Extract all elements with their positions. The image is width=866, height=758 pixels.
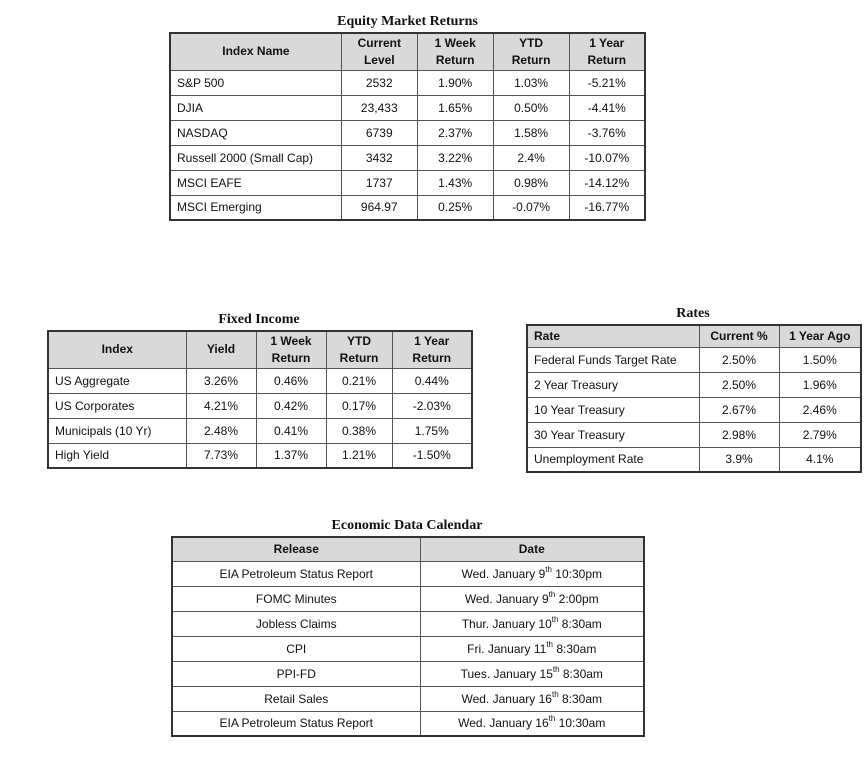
calendar-row — [172, 636, 644, 661]
calendar-table — [171, 536, 645, 737]
calendar-date-suffix: th — [551, 689, 559, 699]
equity-value-cell: 23,433 — [341, 95, 417, 120]
fixed-income-row — [48, 418, 472, 443]
fi-header-ytd: YTD Return — [326, 331, 392, 368]
rates-header-year-ago: 1 Year Ago — [779, 325, 861, 347]
rates-value-cell: 2.50% — [699, 372, 779, 397]
equity-name-cell: DJIA — [170, 95, 341, 120]
rates-name-cell: 2 Year Treasury — [527, 372, 699, 397]
calendar-date-suffix: th — [552, 664, 560, 674]
calendar-date-main: Wed. January 16 — [461, 691, 552, 706]
fixed-income-table — [47, 330, 473, 469]
rates-section — [526, 306, 860, 473]
equity-value-cell: -5.21% — [569, 70, 645, 95]
fixed-income-section — [47, 312, 471, 469]
rates-header-rate: Rate — [527, 325, 699, 347]
calendar-date-main: Wed. January 16 — [458, 716, 549, 731]
fixed-income-value-cell: 0.17% — [326, 393, 392, 418]
equity-value-cell: -10.07% — [569, 145, 645, 170]
fixed-income-value-cell: 1.37% — [256, 443, 326, 468]
calendar-release-cell: Retail Sales — [172, 686, 420, 711]
equity-value-cell: 2.4% — [493, 145, 569, 170]
equity-value-cell: 1.65% — [417, 95, 493, 120]
rates-value-cell: 2.46% — [779, 397, 861, 422]
rates-value-cell: 2.50% — [699, 347, 779, 372]
calendar-date-main: Wed. January 9 — [464, 591, 549, 606]
calendar-section — [171, 518, 643, 737]
calendar-header-row — [172, 537, 644, 561]
equity-value-cell: 1.90% — [417, 70, 493, 95]
calendar-date-cell — [420, 661, 644, 686]
equity-header-year: 1 Year Return — [569, 33, 645, 70]
calendar-date-cell — [420, 586, 644, 611]
fixed-income-name-cell: US Corporates — [48, 393, 186, 418]
equity-value-cell: 964.97 — [341, 195, 417, 220]
rates-name-cell: Federal Funds Target Rate — [527, 347, 699, 372]
fixed-income-row — [48, 443, 472, 468]
equity-name-cell: NASDAQ — [170, 120, 341, 145]
equity-header-ytd: YTD Return — [493, 33, 569, 70]
equity-value-cell: -14.12% — [569, 170, 645, 195]
rates-header-current: Current % — [699, 325, 779, 347]
calendar-date-suffix: th — [548, 714, 556, 724]
calendar-date-time: 2:00pm — [555, 591, 599, 606]
equity-name-cell: MSCI EAFE — [170, 170, 341, 195]
equity-value-cell: -3.76% — [569, 120, 645, 145]
fixed-income-value-cell: 4.21% — [186, 393, 256, 418]
calendar-release-cell: EIA Petroleum Status Report — [172, 711, 420, 736]
calendar-date-cell — [420, 636, 644, 661]
rates-row — [527, 372, 861, 397]
calendar-date-time: 8:30am — [558, 616, 602, 631]
equity-row — [170, 95, 645, 120]
fi-header-year: 1 Year Return — [392, 331, 472, 368]
fixed-income-name-cell: Municipals (10 Yr) — [48, 418, 186, 443]
calendar-release-cell: FOMC Minutes — [172, 586, 420, 611]
equity-value-cell: 1737 — [341, 170, 417, 195]
rates-row — [527, 447, 861, 472]
fixed-income-row — [48, 393, 472, 418]
calendar-date-cell — [420, 561, 644, 586]
equity-value-cell: 1.43% — [417, 170, 493, 195]
calendar-row — [172, 611, 644, 636]
calendar-date-suffix: th — [548, 589, 556, 599]
fixed-income-value-cell: 0.44% — [392, 368, 472, 393]
calendar-date-time: 8:30am — [552, 641, 597, 656]
equity-value-cell: 3432 — [341, 145, 417, 170]
calendar-release-cell: EIA Petroleum Status Report — [172, 561, 420, 586]
fixed-income-value-cell: -1.50% — [392, 443, 472, 468]
calendar-date-time: 10:30pm — [551, 566, 603, 581]
rates-row — [527, 422, 861, 447]
rates-value-cell: 2.67% — [699, 397, 779, 422]
rates-value-cell: 2.79% — [779, 422, 861, 447]
fi-header-yield: Yield — [186, 331, 256, 368]
equity-title: Equity Market Returns — [337, 14, 478, 29]
fixed-income-value-cell: 0.46% — [256, 368, 326, 393]
equity-row — [170, 145, 645, 170]
equity-value-cell: 0.50% — [493, 95, 569, 120]
equity-value-cell: -4.41% — [569, 95, 645, 120]
fixed-income-name-cell: High Yield — [48, 443, 186, 468]
rates-row — [527, 397, 861, 422]
rates-name-cell: 30 Year Treasury — [527, 422, 699, 447]
calendar-date-time: 8:30am — [559, 666, 603, 681]
calendar-date-cell — [420, 611, 644, 636]
calendar-release-cell: Jobless Claims — [172, 611, 420, 636]
rates-row — [527, 347, 861, 372]
equity-name-cell: MSCI Emerging — [170, 195, 341, 220]
calendar-date-cell — [420, 711, 644, 736]
calendar-date-time: 10:30am — [555, 716, 606, 731]
calendar-title: Economic Data Calendar — [331, 518, 483, 533]
equity-value-cell: 6739 — [341, 120, 417, 145]
fixed-income-value-cell: 2.48% — [186, 418, 256, 443]
equity-table — [169, 32, 646, 221]
equity-value-cell: 2.37% — [417, 120, 493, 145]
calendar-row — [172, 586, 644, 611]
fixed-income-value-cell: 0.42% — [256, 393, 326, 418]
fixed-income-header-row — [48, 331, 472, 368]
fixed-income-value-cell: 0.41% — [256, 418, 326, 443]
calendar-row — [172, 561, 644, 586]
fixed-income-name-cell: US Aggregate — [48, 368, 186, 393]
equity-header-level: Current Level — [341, 33, 417, 70]
fixed-income-value-cell: 3.26% — [186, 368, 256, 393]
equity-name-cell: Russell 2000 (Small Cap) — [170, 145, 341, 170]
fixed-income-row — [48, 368, 472, 393]
equity-header-week: 1 Week Return — [417, 33, 493, 70]
calendar-date-suffix: th — [545, 564, 552, 574]
rates-header-row — [527, 325, 861, 347]
equity-value-cell: 0.98% — [493, 170, 569, 195]
calendar-row — [172, 686, 644, 711]
fi-header-week: 1 Week Return — [256, 331, 326, 368]
equity-value-cell: -16.77% — [569, 195, 645, 220]
rates-value-cell: 1.96% — [779, 372, 861, 397]
equity-row — [170, 70, 645, 95]
fixed-income-value-cell: 1.21% — [326, 443, 392, 468]
equity-name-cell: S&P 500 — [170, 70, 341, 95]
rates-table — [526, 324, 862, 473]
equity-row — [170, 170, 645, 195]
fixed-income-value-cell: 0.21% — [326, 368, 392, 393]
rates-value-cell: 2.98% — [699, 422, 779, 447]
equity-row — [170, 120, 645, 145]
calendar-row — [172, 661, 644, 686]
equity-value-cell: -0.07% — [493, 195, 569, 220]
calendar-date-cell — [420, 686, 644, 711]
equity-row — [170, 195, 645, 220]
rates-value-cell: 3.9% — [699, 447, 779, 472]
calendar-date-main: Wed. January 9 — [461, 566, 546, 581]
equity-value-cell: 1.58% — [493, 120, 569, 145]
fixed-income-title: Fixed Income — [218, 312, 300, 327]
calendar-header-date: Date — [420, 537, 644, 561]
calendar-date-main: Thur. January 10 — [461, 616, 552, 631]
equity-value-cell: 1.03% — [493, 70, 569, 95]
calendar-date-main: Tues. January 15 — [460, 666, 553, 681]
calendar-date-suffix: th — [546, 639, 553, 649]
equity-header-index: Index Name — [170, 33, 341, 70]
equity-value-cell: 0.25% — [417, 195, 493, 220]
fi-header-index: Index — [48, 331, 186, 368]
calendar-release-cell: CPI — [172, 636, 420, 661]
calendar-date-suffix: th — [551, 614, 559, 624]
rates-value-cell: 1.50% — [779, 347, 861, 372]
calendar-date-time: 8:30am — [558, 691, 603, 706]
fixed-income-value-cell: 1.75% — [392, 418, 472, 443]
rates-title: Rates — [676, 306, 710, 321]
fixed-income-value-cell: -2.03% — [392, 393, 472, 418]
equity-section — [169, 14, 646, 221]
calendar-row — [172, 711, 644, 736]
fixed-income-value-cell: 0.38% — [326, 418, 392, 443]
equity-value-cell: 2532 — [341, 70, 417, 95]
equity-header-row — [170, 33, 645, 70]
calendar-release-cell: PPI-FD — [172, 661, 420, 686]
calendar-date-main: Fri. January 11 — [467, 641, 547, 656]
fixed-income-value-cell: 7.73% — [186, 443, 256, 468]
rates-name-cell: Unemployment Rate — [527, 447, 699, 472]
equity-value-cell: 3.22% — [417, 145, 493, 170]
rates-name-cell: 10 Year Treasury — [527, 397, 699, 422]
rates-value-cell: 4.1% — [779, 447, 861, 472]
calendar-header-release: Release — [172, 537, 420, 561]
